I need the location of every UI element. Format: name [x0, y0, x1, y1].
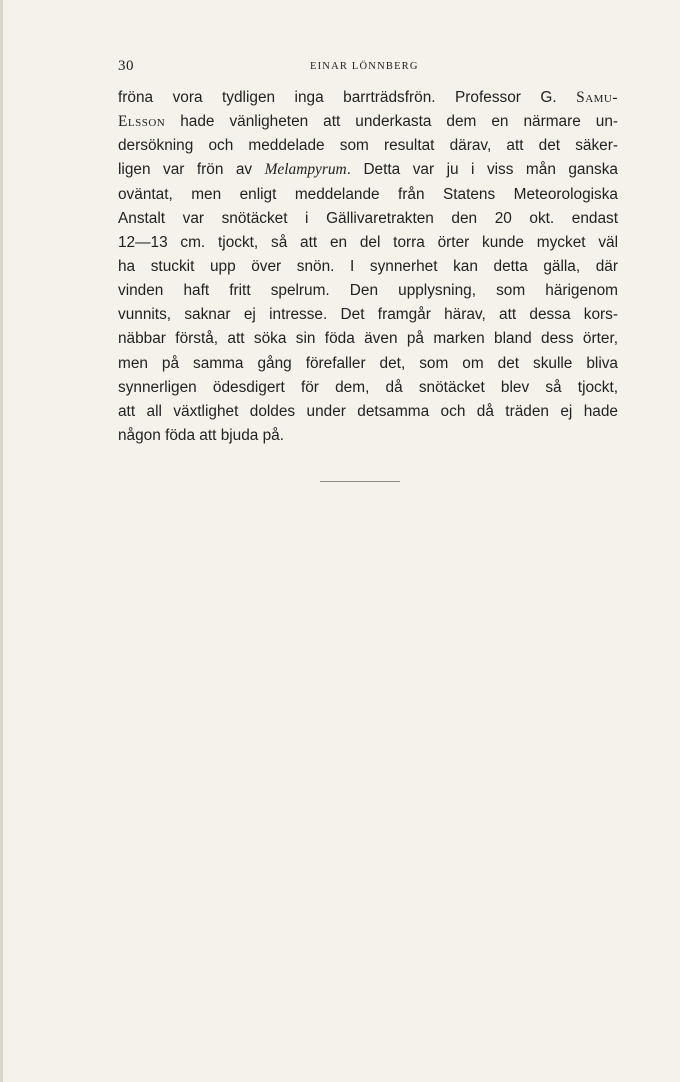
text-line-10	[118, 303, 618, 327]
text-run: dersökning och meddelade som resultat därav, att det säker-	[118, 137, 618, 155]
text-run: näbbar förstå, att söka sin föda även på marken bland dess örter,	[118, 330, 618, 348]
text-line-3	[118, 134, 618, 158]
author-name-smallcaps: Elsson	[118, 113, 166, 131]
text-run: ligen var frön av	[118, 161, 265, 179]
text-run: vinden haft fritt spelrum. Den upplysning, som härigenom	[118, 282, 618, 300]
text-line-9	[118, 279, 618, 303]
text-run: ha stuckit upp över snön. I synnerhet kan detta gälla, där	[118, 257, 618, 275]
text-line-7	[118, 231, 618, 255]
text-run: vunnits, saknar ej intresse. Det framgår härav, att dessa kors-	[118, 306, 618, 324]
text-line-15	[118, 424, 618, 448]
text-run: 12—13 cm. tjockt, så att en del torra örter kunde mycket väl	[118, 233, 618, 251]
text-run: synnerligen ödesdigert för dem, då snötäcket blev så tjockt,	[118, 378, 618, 396]
text-run: fröna vora tydligen inga barrträdsfrön. Professor G.	[118, 89, 577, 106]
text-run: att all växtlighet doldes under detsamma och då träden ej hade	[118, 402, 618, 420]
page-header	[118, 58, 618, 78]
page-number: 30	[118, 58, 134, 74]
text-line-6	[118, 207, 618, 231]
text-line-13	[118, 376, 618, 400]
text-line-2	[118, 110, 618, 134]
text-line-8	[118, 255, 618, 279]
text-run: Anstalt var snötäcket i Gällivaretrakten den 20 okt. endast	[118, 209, 618, 227]
text-line-1	[118, 86, 618, 110]
text-line-12	[118, 352, 618, 376]
text-run: hade vänligheten att underkasta dem en närmare un-	[165, 113, 618, 131]
text-line-11	[118, 327, 618, 351]
text-line-5	[118, 183, 618, 207]
author-name-smallcaps: Samu-	[576, 89, 618, 106]
section-end-rule	[320, 481, 400, 482]
text-run: oväntat, men enligt meddelande från Statens Meteorologiska	[118, 185, 618, 203]
page-edge-shadow	[0, 0, 3, 1082]
running-head: EINAR LÖNNBERG	[310, 61, 419, 72]
text-run: men på samma gång förefaller det, som om det skulle bliva	[118, 354, 618, 372]
text-line-14	[118, 400, 618, 424]
body-paragraph	[118, 86, 618, 448]
text-run: någon föda att bjuda på.	[118, 426, 285, 444]
genus-name-italic: Melampyrum	[264, 161, 347, 179]
text-run: . Detta var ju i viss mån ganska	[346, 161, 618, 179]
text-line-4	[118, 158, 618, 182]
